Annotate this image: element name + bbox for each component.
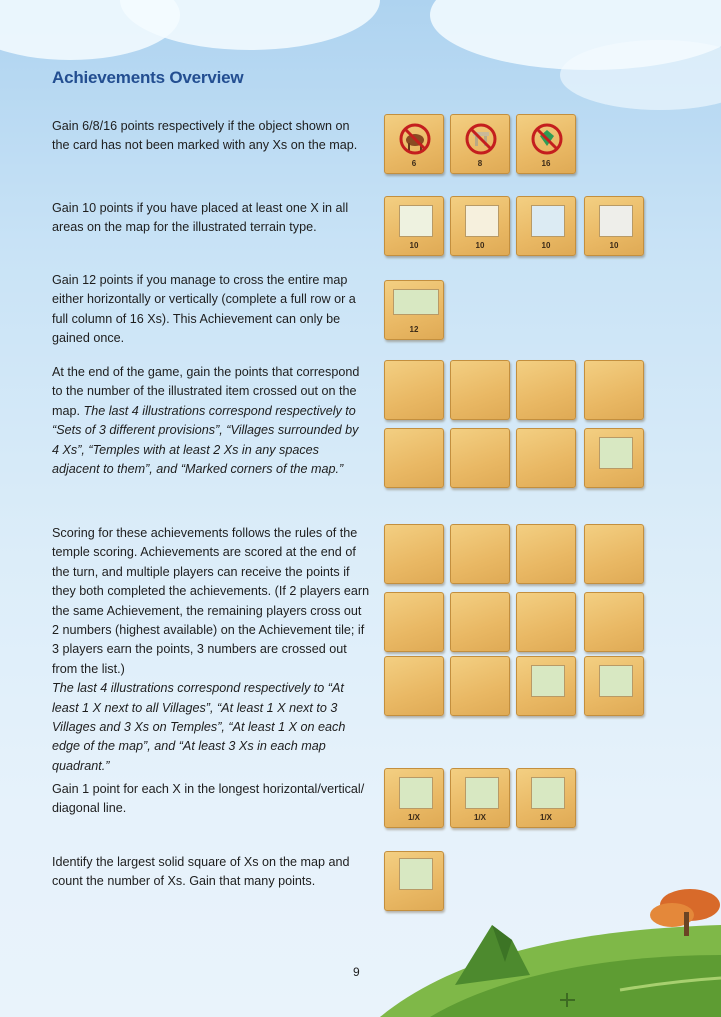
map-quadrants-icon — [599, 665, 633, 697]
achievement-tile-scrolls — [450, 524, 510, 584]
paragraph-temple-scoring-note: The last 4 illustrations correspond respectively to “At least 1 X next to all Villages”, “At least 1 X next to 3 Villages and 3 Xs on Temples”, “At least 1 X on each edge of the map”, and “At least 3 Xs in each map quadrant.” — [52, 681, 346, 773]
achievement-tile — [384, 280, 444, 340]
paragraph-longest-line: Gain 1 point for each X in the longest horizontal/vertical/ diagonal line. — [52, 782, 365, 816]
achievement-tile — [384, 114, 444, 174]
tile-points: 10 — [609, 241, 619, 250]
achievement-tile-sets — [384, 428, 444, 488]
achievement-tile-villages — [450, 428, 510, 488]
achievement-tile — [450, 114, 510, 174]
crossed-out-gem-icon — [527, 122, 567, 158]
page-number: 9 — [353, 965, 360, 979]
achievement-tile-villages-temples — [450, 656, 510, 716]
achievement-tile-fish — [516, 360, 576, 420]
paragraph-collect-items — [52, 363, 367, 479]
achievement-tile-keys — [384, 524, 444, 584]
crossed-out-animal-icon — [395, 122, 435, 158]
achievement-tile — [450, 768, 510, 828]
achievement-tile-map-quadrants — [584, 656, 644, 716]
map-line-icon — [399, 777, 433, 809]
achievement-tile — [584, 196, 644, 256]
paragraph-avoid-objects: Gain 6/8/16 points respectively if the object shown on the card has not been marked with any Xs on the map. — [52, 119, 358, 153]
map-edges-icon — [531, 665, 565, 697]
paragraph-largest-square: Identify the largest solid square of Xs on the map and count the number of Xs. Gain that many points. — [52, 855, 350, 889]
map-terrain-mountain-icon — [599, 205, 633, 237]
paragraph-collect-items-note: The last 4 illustrations correspond respectively to “Sets of 3 different provisions”, “Villages surrounded by 4 Xs”, “Temples with at least 2 Xs in any spaces adjacent to them”, and “Marked corners of the map.” — [52, 403, 359, 477]
achievement-tile-provisions — [384, 360, 444, 420]
tile-points: 10 — [541, 241, 551, 250]
tile-points: 1/X — [539, 813, 552, 822]
achievement-tile-villages-all — [384, 656, 444, 716]
map-terrain-forest-icon — [399, 205, 433, 237]
achievement-tile-map-edges — [516, 656, 576, 716]
map-square-icon — [399, 858, 433, 890]
achievement-tile-temples — [516, 428, 576, 488]
paragraph-collect-items-text: At the end of the game, gain the points that correspond to the number of the illustrated item crossed out on the map. — [52, 365, 360, 418]
tile-points: 8 — [477, 159, 483, 168]
achievement-tile-corners — [584, 428, 644, 488]
achievement-tile-mixed — [384, 592, 444, 652]
achievement-tile — [516, 196, 576, 256]
tile-points: 16 — [541, 159, 551, 168]
tile-points: 6 — [411, 159, 417, 168]
tile-points: 1/X — [473, 813, 486, 822]
achievement-tile-fish-arrows — [516, 592, 576, 652]
tile-points: 12 — [409, 325, 419, 334]
achievement-tile-horses — [584, 360, 644, 420]
paragraph-temple-scoring-text: Scoring for these achievements follows the rules of the temple scoring. Achievements are scored at the end of the turn, and multiple players can receive the points if they both completed the achievements. (If 2 players earn the same Achievement, the remaining players cross out 2 numbers (highest available) on the Achievement tile; if 3 players earn the points, 3 numbers are crossed out from the list.) — [52, 526, 370, 676]
map-terrain-water-icon — [531, 205, 565, 237]
map-terrain-desert-icon — [465, 205, 499, 237]
achievement-tile-food — [450, 592, 510, 652]
tile-points: 1/X — [407, 813, 420, 822]
achievement-tile-tomatoes — [584, 592, 644, 652]
paragraph-temple-scoring — [52, 524, 370, 776]
paragraph-cross-map: Gain 12 points if you manage to cross the entire map either horizontally or vertically (complete a full row or a full column of 16 Xs). This Achievement can only be gained once. — [52, 273, 356, 346]
achievement-tile — [516, 114, 576, 174]
map-line-icon — [465, 777, 499, 809]
map-corners-icon — [599, 437, 633, 469]
achievement-tile — [384, 851, 444, 911]
achievement-tile-tools — [450, 360, 510, 420]
achievement-tile — [384, 196, 444, 256]
achievement-tile — [450, 196, 510, 256]
paragraph-terrain-areas: Gain 10 points if you have placed at least one X in all areas on the map for the illustrated terrain type. — [52, 201, 349, 235]
achievement-tile — [384, 768, 444, 828]
map-line-icon — [531, 777, 565, 809]
achievement-tile — [516, 768, 576, 828]
tile-points: 10 — [409, 241, 419, 250]
map-full-row-icon — [393, 289, 439, 315]
achievement-tile-animals — [584, 524, 644, 584]
tile-points: 10 — [475, 241, 485, 250]
crossed-out-ruins-icon — [461, 122, 501, 158]
page-title: Achievements Overview — [52, 68, 244, 87]
achievement-tile-trees — [516, 524, 576, 584]
